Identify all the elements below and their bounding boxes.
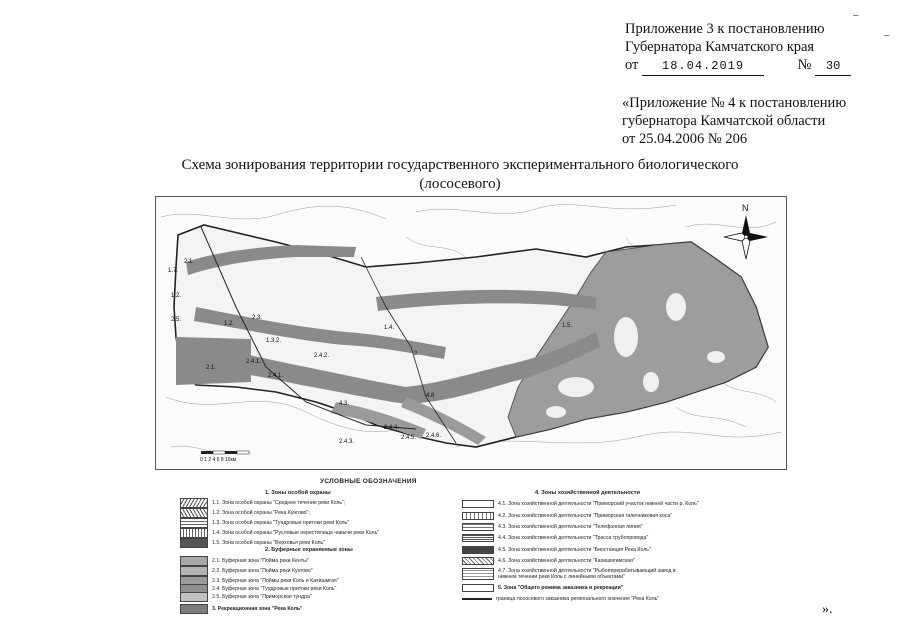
legend-section-2: 2. Буферные охраняемые зоны [265,547,353,553]
map-label: 1.5. [562,323,573,329]
decree-number: 30 [815,57,851,76]
map-label: 2.4.1. [246,359,262,365]
coastal-band [176,337,251,385]
appendix-date-line [625,56,851,76]
legend-item-label: 4.5. Зона хозяйственной деятельности "Биостанция Река Коль" [498,547,651,553]
legend-item-label: 1.5. Зона особой охраны "Верховья реки Коль" [212,540,326,546]
legend-item [180,556,309,566]
number-sign: № [797,57,812,73]
legend-swatch [180,498,208,508]
legend-item [180,508,310,518]
legend-item-label: 4.7. Зона хозяйственной деятельности "Рыбоперерабатывающий завод в нижнем течении реки Коль с линейными объектами" [498,568,676,580]
closing-quote: ». [822,602,833,617]
legend-swatch [180,538,208,548]
map-label: 1.2. [171,293,182,299]
legend-item-label: 1.3. Зона особой охраны "Тундровые притоки реки Коль" [212,520,350,526]
legend-swatch [462,512,494,520]
map-label: 2.4.3. [339,439,355,445]
map-label: 1.2. [224,321,235,327]
zoning-map [155,196,787,470]
legend-item [462,500,699,508]
legend-item-label: 4.2. Зона хозяйственной деятельности "Приморская галечниковая коса" [498,513,673,519]
scheme-title-line-1: Схема зонирования территории государственного экспериментального биологического (лососевого) [181,157,739,192]
legend-item [462,557,635,565]
legend-item-label: 4.1. Зона хозяйственной деятельности "Приморский участок нижней части р. Коль" [498,501,699,507]
map-label: 1.3.2. [266,338,282,344]
legend-swatch [462,568,494,580]
legend-title: УСЛОВНЫЕ ОБОЗНАЧЕНИЯ [320,478,417,485]
map-label: 2. [414,351,420,357]
map-label: 2.4.1. [268,373,284,379]
legend-item-label: 4.6. Зона хозяйственной деятельности "Кахишмгимская" [498,558,635,564]
legend-section-1: 1. Зоны особой охраны [265,490,331,496]
prev-line-2: губернатора Камчатской области [622,113,826,129]
legend-item-label: 2.5. Буферная зона "Приморская тундра" [212,594,312,600]
map-label: 2.4.2. [314,353,330,359]
map-label: 2.5. [171,317,182,323]
legend-section-3: 3. Рекреационная зона "Река Коль" [212,606,303,612]
scale-label: 0 1 2 4 6 8 10км [200,457,237,463]
legend-swatch [462,534,494,542]
legend-item [180,604,303,614]
legend-section-5: 5. Зона "Общего режима заказника и рекреации" [498,585,624,591]
north-label: N [742,203,749,213]
legend-item [462,512,672,520]
legend-item-label: 2.4. Буферная зона "Тундровые притоки реки Коль" [212,586,337,592]
map-label: 2.1. [184,259,195,265]
date-prefix: от [625,57,639,73]
map-label: 1.7. [168,268,179,274]
north-arrow-icon [724,203,768,259]
legend-item [462,534,648,542]
legend-item-label: 1.1. Зона особой охраны "Среднее течение реки Коль"; [212,500,346,506]
scan-mark-top: ــ [853,8,859,18]
legend-item [462,546,651,554]
scale-bar [200,451,249,463]
legend-item-label: 4.3. Зона хозяйственной деятельности "Телефонная линия" [498,524,643,530]
legend-item [462,584,623,592]
prev-line-3: от 25.04.2006 № 206 [622,131,748,147]
legend-item-label: 4.4. Зона хозяйственной деятельности "Трасса трубопровода" [498,535,649,541]
legend-swatch [462,584,494,592]
legend-swatch [462,523,494,531]
legend-item-label: 2.3. Буферная зона "Поймы реки Коль и Кахишмгая" [212,578,339,584]
legend-section-4: 4. Зоны хозяйственной деятельности [535,490,640,496]
legend-item [462,596,659,602]
legend-item [180,566,313,576]
legend-item-label: 1.2. Зона особой охраны "Река Кунгово"; [212,510,310,516]
legend-boundary-label: граница лососевого заказника регионального значения "Река Коль" [496,596,660,602]
legend-swatch [180,592,208,602]
legend-swatch [462,557,494,565]
map-label: 2.3. [252,315,263,321]
map-label: 2.4.4. [384,425,400,431]
appendix-header [625,20,851,76]
legend-item-label: 2.2. Буферная зона "Пойма реки Кунгово" [212,568,313,574]
legend-swatch [462,500,494,508]
legend-item-label: 1.4. Зона особой охраны "Русловые нерестилища чавычи реки Коль" [212,530,380,536]
legend-item-label: 2.1. Буферная зона "Пойма реки Кенты" [212,558,309,564]
appendix-line-1: Приложение 3 к постановлению [625,21,825,37]
legend-item [180,498,345,508]
map-label: 4.8 [426,393,435,399]
appendix-line-2: Губернатора Камчатского края [625,39,815,55]
legend-swatch [462,546,494,554]
decree-date: 18.04.2019 [642,57,764,76]
legend-swatch [180,604,208,614]
legend-item [180,528,379,538]
legend-swatch [180,556,208,566]
legend-swatch [180,508,208,518]
legend-swatch [180,566,208,576]
legend-item [462,523,643,531]
map-canvas [156,197,786,469]
legend-swatch [180,518,208,528]
map-label: 1.4. [384,325,395,331]
scan-mark-right: ــ [884,28,890,38]
map-label: 4.3. [339,401,350,407]
legend-item [180,592,312,602]
previous-appendix-header [622,94,846,148]
map-legend [180,478,740,613]
legend-item [462,568,693,580]
legend-swatch [462,598,492,600]
prev-line-1: «Приложение № 4 к постановлению [622,95,847,111]
legend-swatch [180,528,208,538]
legend-item [180,518,349,528]
map-label: 2.4.5. [401,435,417,441]
map-label: 2.1. [206,365,217,371]
map-label: 2.4.6. [426,433,442,439]
